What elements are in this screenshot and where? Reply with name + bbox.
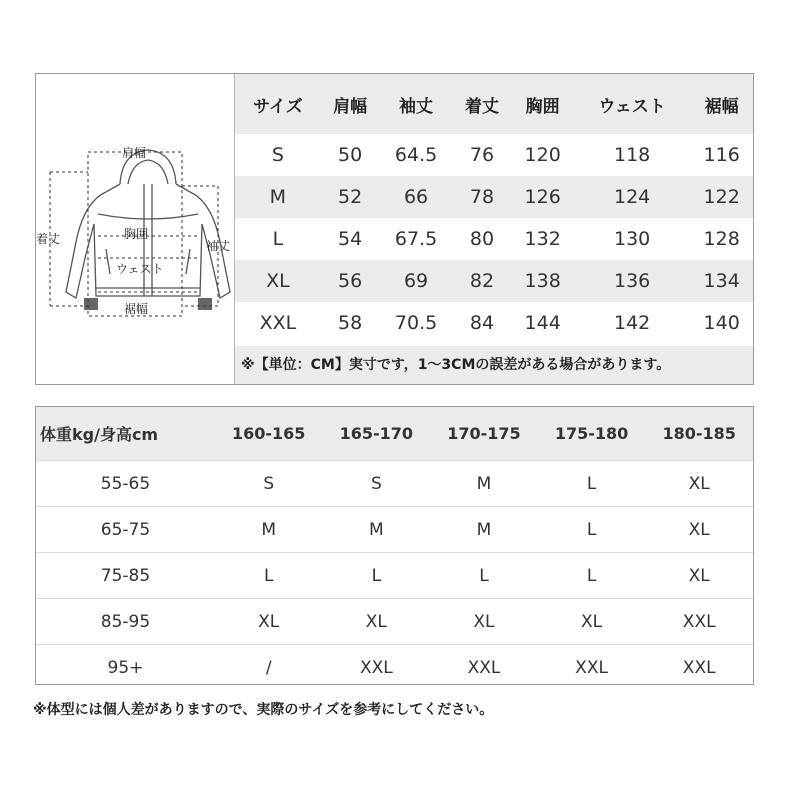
size-cell: 142: [614, 312, 651, 334]
size-row: [235, 134, 753, 176]
size-cell: 84: [469, 312, 495, 334]
recommend-panel: [35, 406, 754, 685]
recommend-cell: L: [323, 553, 431, 599]
size-cell: 122: [690, 176, 753, 218]
size-header-cell: 裾幅: [690, 74, 753, 134]
size-cell: 78: [453, 176, 512, 218]
recommend-cell: XXL: [645, 599, 753, 645]
label-chest: 胸囲: [124, 227, 149, 241]
recommend-cell: XL: [645, 553, 753, 599]
recommend-cell: M: [323, 507, 431, 553]
unit-note: ※【単位：CM】実寸です，1〜3CMの誤差がある場合があります。: [235, 346, 753, 384]
recommend-row: [36, 553, 753, 599]
size-cell: 67.5: [394, 228, 438, 250]
recommend-header-cell: 180-185: [645, 407, 753, 461]
recommend-cell: XL: [645, 507, 753, 553]
recommend-cell: 75-85: [36, 553, 215, 599]
recommend-cell: XL: [430, 599, 538, 645]
size-cell: 138: [511, 260, 574, 302]
size-header-cell: サイズ: [235, 74, 321, 134]
recommend-cell: L: [430, 553, 538, 599]
recommend-cell: S: [215, 461, 323, 507]
recommend-cell: 95+: [36, 645, 215, 686]
jacket-diagram: [36, 74, 235, 384]
size-header-cell: ウェスト: [574, 74, 690, 134]
fit-disclaimer: ※体型には個人差がありますので、実際のサイズを参考にしてください。: [33, 702, 494, 718]
recommend-table: [36, 407, 753, 685]
size-cell: XXL: [259, 312, 297, 334]
label-waist: ウェスト: [116, 262, 164, 276]
recommend-cell: XXL: [323, 645, 431, 686]
label-hem: 裾幅: [124, 302, 149, 316]
label-shoulder: 肩幅: [122, 146, 147, 160]
size-cell: 144: [524, 312, 561, 334]
recommend-row: [36, 461, 753, 507]
recommend-cell: XXL: [430, 645, 538, 686]
size-cell: 50: [338, 144, 363, 166]
size-row: [235, 218, 753, 260]
size-cell: 52: [321, 176, 380, 218]
recommend-cell: 55-65: [36, 461, 215, 507]
recommend-cell: L: [538, 507, 646, 553]
recommend-cell: M: [215, 507, 323, 553]
recommend-cell: /: [215, 645, 323, 686]
recommend-cell: XL: [323, 599, 431, 645]
recommend-cell: M: [430, 461, 538, 507]
recommend-header-cell: 175-180: [538, 407, 646, 461]
size-cell: 58: [338, 312, 363, 334]
recommend-row: [36, 507, 753, 553]
recommend-cell: XL: [215, 599, 323, 645]
size-cell: M: [235, 176, 321, 218]
size-row: [235, 260, 753, 302]
recommend-cell: L: [538, 461, 646, 507]
size-cell: 69: [380, 260, 453, 302]
label-sleeve: 袖丈: [206, 239, 231, 253]
size-cell: 124: [574, 176, 690, 218]
size-cell: 76: [469, 144, 495, 166]
recommend-cell: XL: [645, 461, 753, 507]
size-header-cell: 肩幅: [321, 74, 380, 134]
size-cell: 80: [469, 228, 495, 250]
size-table-header: [235, 74, 753, 134]
recommend-cell: L: [538, 553, 646, 599]
recommend-cell: 85-95: [36, 599, 215, 645]
recommend-cell: XXL: [645, 645, 753, 686]
recommend-cell: M: [430, 507, 538, 553]
size-cell: XL: [235, 260, 321, 302]
size-header-cell: 袖丈: [380, 74, 453, 134]
size-row: [235, 176, 753, 218]
size-cell: 118: [614, 144, 651, 166]
recommend-cell: L: [215, 553, 323, 599]
recommend-header-cell: 165-170: [323, 407, 431, 461]
size-cell: S: [271, 144, 284, 166]
size-row: [235, 302, 753, 344]
recommend-table-header: [36, 407, 753, 461]
size-cell: L: [272, 228, 284, 250]
size-cell: 126: [511, 176, 574, 218]
recommend-cell: XL: [538, 599, 646, 645]
recommend-cell: XXL: [538, 645, 646, 686]
size-cell: 132: [524, 228, 561, 250]
size-cell: 54: [338, 228, 363, 250]
size-cell: 64.5: [394, 144, 438, 166]
size-cell: 136: [574, 260, 690, 302]
size-cell: 70.5: [394, 312, 438, 334]
size-cell: 134: [690, 260, 753, 302]
size-cell: 82: [453, 260, 512, 302]
size-header-cell: 胸囲: [511, 74, 574, 134]
size-cell: 66: [380, 176, 453, 218]
recommend-row: [36, 645, 753, 686]
size-cell: 120: [524, 144, 561, 166]
recommend-row: [36, 599, 753, 645]
recommend-header-cell: 170-175: [430, 407, 538, 461]
size-header-cell: 着丈: [453, 74, 512, 134]
size-cell: 140: [703, 312, 740, 334]
size-chart-panel: [35, 73, 754, 385]
size-cell: 56: [321, 260, 380, 302]
recommend-header-cell: 体重kg/身高cm: [36, 407, 215, 461]
label-length: 着丈: [36, 232, 61, 246]
size-cell: 128: [703, 228, 740, 250]
size-table: [235, 74, 753, 344]
recommend-cell: 65-75: [36, 507, 215, 553]
size-cell: 130: [614, 228, 651, 250]
recommend-cell: S: [323, 461, 431, 507]
recommend-header-cell: 160-165: [215, 407, 323, 461]
size-cell: 116: [703, 144, 740, 166]
